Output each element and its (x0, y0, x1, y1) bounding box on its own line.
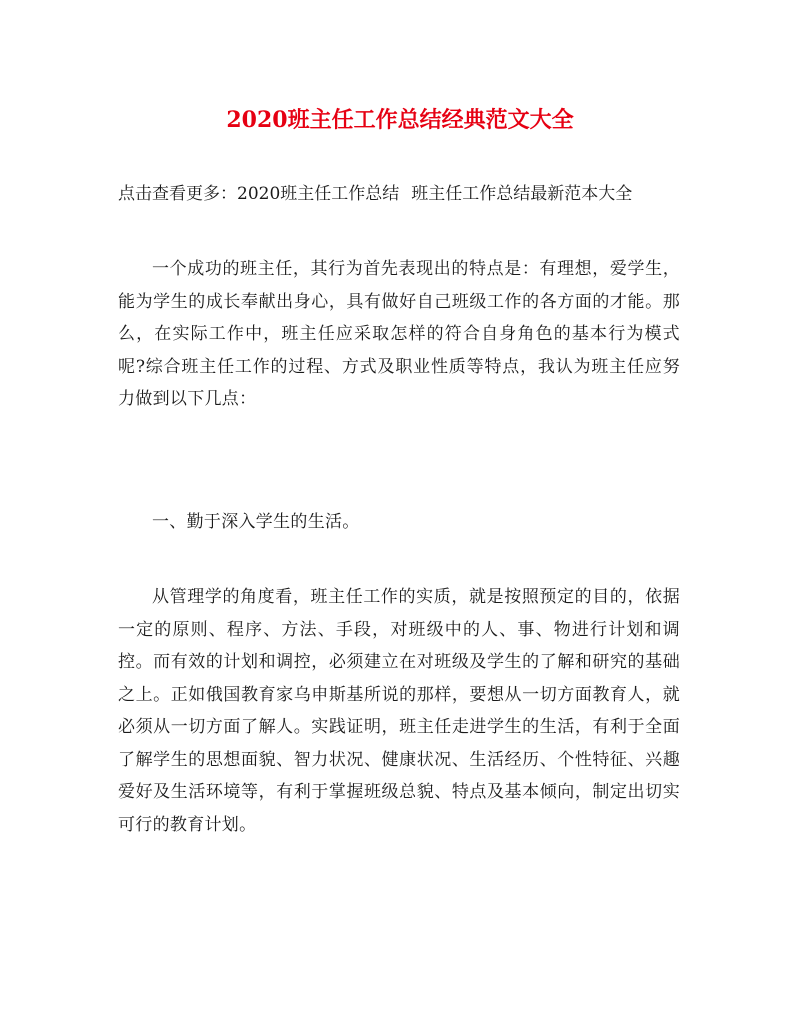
body-paragraph: 从管理学的角度看，班主任工作的实质，就是按照预定的目的，依据一定的原则、程序、方法、手段，对班级中的人、事、物进行计划和调控。而有效的计划和调控，必须建立在对班级及学生的了解和研究的基础之上。正如俄国教育家乌申斯基所说的那样，要想从一切方面教育人，就必须从一切方面了解人。实践证明，班主任走进学生的生活，有利于全面了解学生的思想面貌、智力状况、健康状况、生活经历、个性特征、兴趣爱好及生活环境等，有利于掌握班级总貌、特点及基本倾向，制定出切实可行的教育计划。 (118, 587, 680, 835)
intro-paragraph: 一个成功的班主任，其行为首先表现出的特点是：有理想，爱学生，能为学生的成长奉献出身心，具有做好自己班级工作的各方面的才能。那么，在实际工作中，班主任应采取怎样的符合自身角色的基本行为模式呢?综合班主任工作的过程、方式及职业性质等特点，我认为班主任应努力做到以下几点： (118, 259, 680, 409)
more-link-primary[interactable]: 点击查看更多：2020班主任工作总结 (118, 184, 400, 204)
more-links-line (118, 182, 718, 206)
document-title: 2020班主任工作总结经典范文大全 (226, 107, 574, 133)
section-heading: 一、勤于深入学生的生活。 (152, 512, 360, 532)
more-link-secondary[interactable]: 班主任工作总结最新范本大全 (411, 184, 633, 204)
